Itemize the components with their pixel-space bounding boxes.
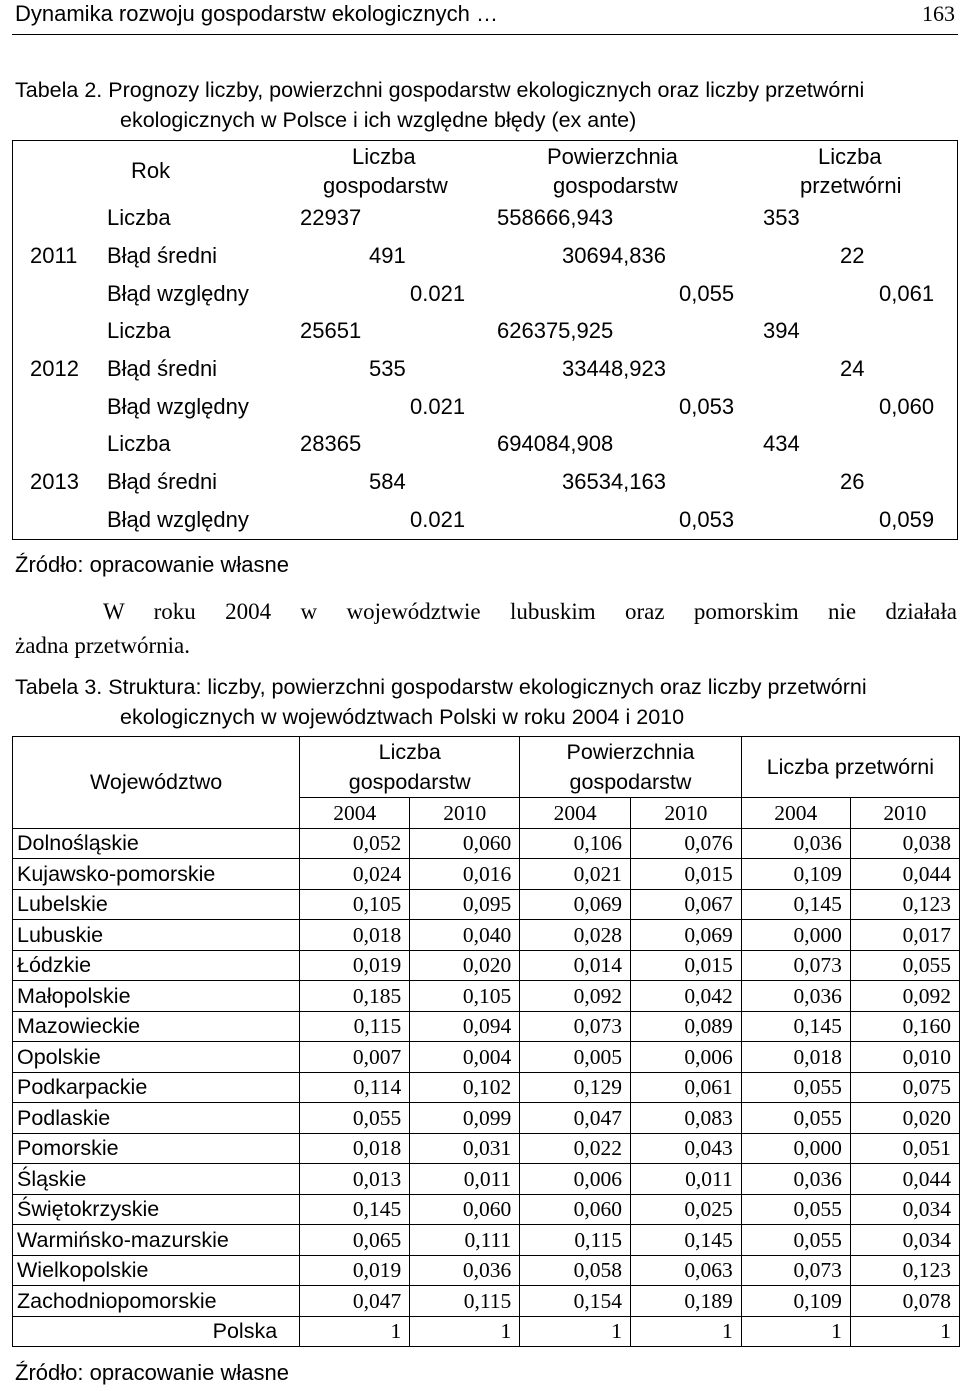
table3-row-name: Lubelskie bbox=[13, 889, 300, 920]
table3-cell: 0,060 bbox=[520, 1194, 631, 1225]
table3-cell: 0,020 bbox=[850, 1103, 959, 1134]
table-row bbox=[13, 828, 960, 859]
table3-cell: 0,109 bbox=[741, 1286, 850, 1317]
table-row bbox=[13, 950, 960, 981]
table3-header-wojewodztwo: Województwo bbox=[13, 737, 300, 829]
table2-cell: 353 bbox=[763, 205, 800, 230]
table3-cell: 0,000 bbox=[741, 920, 850, 951]
table3-cell: 0,036 bbox=[741, 828, 850, 859]
table2-header-rok: Rok bbox=[131, 158, 171, 183]
table3-cell: 0,018 bbox=[300, 920, 410, 951]
table2-row-label: Błąd średni bbox=[107, 356, 218, 381]
table3-cell: 0,004 bbox=[410, 1042, 520, 1073]
table3-row-name: Kujawsko-pomorskie bbox=[13, 859, 300, 890]
table3-cell: 0,015 bbox=[630, 859, 741, 890]
table3-total-cell: 1 bbox=[850, 1316, 959, 1347]
table-row bbox=[13, 1194, 960, 1225]
table3-cell: 0,000 bbox=[741, 1133, 850, 1164]
table-row bbox=[13, 1225, 960, 1256]
table3-cell: 0,010 bbox=[850, 1042, 959, 1073]
table3-header-przetwornie: Liczba przetwórni bbox=[741, 737, 959, 798]
table3-row-name: Podlaskie bbox=[13, 1103, 300, 1134]
table3-header-year: 2010 bbox=[630, 798, 741, 829]
table3-cell: 0,145 bbox=[300, 1194, 410, 1225]
table-row bbox=[13, 920, 960, 951]
table3-cell: 0,160 bbox=[850, 1011, 959, 1042]
table3-cell: 0,019 bbox=[300, 950, 410, 981]
table2-header-przetwornie-line2: przetwórni bbox=[800, 173, 902, 198]
table3-total-cell: 1 bbox=[520, 1316, 631, 1347]
table3-total-cell: 1 bbox=[300, 1316, 410, 1347]
page-number: 163 bbox=[922, 1, 955, 26]
table3-row-name: Śląskie bbox=[13, 1164, 300, 1195]
table3-header-year: 2004 bbox=[300, 798, 410, 829]
table3-cell: 0,052 bbox=[300, 828, 410, 859]
table3-cell: 0,123 bbox=[850, 889, 959, 920]
table2-row-label: Błąd względny bbox=[107, 281, 249, 306]
table2-cell: 491 bbox=[369, 243, 406, 268]
table3-cell: 0,015 bbox=[630, 950, 741, 981]
table3-cell: 0,020 bbox=[410, 950, 520, 981]
table2-header-liczba-line2: gospodarstw bbox=[323, 173, 448, 198]
header-rule bbox=[12, 34, 958, 35]
table3-row-name: Warmińsko-mazurskie bbox=[13, 1225, 300, 1256]
table2-cell: 394 bbox=[763, 318, 800, 343]
paragraph-line1: W roku 2004 w województwie lubuskim oraz pomorskim nie działała bbox=[103, 599, 957, 624]
table3-cell: 0,114 bbox=[300, 1072, 410, 1103]
table2-cell: 25651 bbox=[300, 318, 362, 343]
table3-header-year: 2010 bbox=[410, 798, 520, 829]
running-header-title: Dynamika rozwoju gospodarstw ekologicznych … bbox=[15, 1, 498, 26]
table3-total-name: Polska bbox=[13, 1316, 300, 1347]
table3-cell: 0,145 bbox=[741, 1011, 850, 1042]
table3-cell: 0,092 bbox=[520, 981, 631, 1012]
table3-header-year: 2004 bbox=[741, 798, 850, 829]
table-row bbox=[13, 1042, 960, 1073]
table2-caption-line1: Prognozy liczby, powierzchni gospodarstw ekologicznych oraz liczby przetwórni bbox=[108, 78, 865, 102]
table3-caption-line2: ekologicznych w województwach Polski w roku 2004 i 2010 bbox=[120, 705, 685, 729]
table3-header-year: 2010 bbox=[850, 798, 959, 829]
table2-cell: 694084,908 bbox=[497, 431, 614, 456]
table2-caption bbox=[15, 75, 955, 135]
table-row bbox=[13, 1011, 960, 1042]
table3-cell: 0,123 bbox=[850, 1255, 959, 1286]
table2-row-label: Błąd średni bbox=[107, 469, 218, 494]
table3-cell: 0,109 bbox=[741, 859, 850, 890]
table3-cell: 0,055 bbox=[300, 1103, 410, 1134]
table2-cell: 558666,943 bbox=[497, 205, 614, 230]
table2-cell: 0,053 bbox=[679, 394, 735, 419]
table3-cell: 0,145 bbox=[741, 889, 850, 920]
table3-header-liczba bbox=[300, 737, 520, 798]
table-row bbox=[13, 889, 960, 920]
table3-row-name: Świętokrzyskie bbox=[13, 1194, 300, 1225]
table2-cell: 0,059 bbox=[879, 507, 935, 532]
table3-cell: 0,024 bbox=[300, 859, 410, 890]
table3-caption bbox=[15, 672, 955, 732]
table3-cell: 0,021 bbox=[520, 859, 631, 890]
table3-cell: 0,055 bbox=[741, 1225, 850, 1256]
table2-cell: 0.021 bbox=[410, 507, 466, 532]
table2-caption-line2: ekologicznych w Polsce i ich względne błędy (ex ante) bbox=[120, 108, 637, 132]
table3-cell: 0,044 bbox=[850, 859, 959, 890]
table3-cell: 0,011 bbox=[410, 1164, 520, 1195]
table3-cell: 0,095 bbox=[410, 889, 520, 920]
table3-cell: 0,038 bbox=[850, 828, 959, 859]
table2-year: 2013 bbox=[30, 469, 79, 494]
table3-cell: 0,060 bbox=[410, 828, 520, 859]
table2-cell: 0,061 bbox=[879, 281, 935, 306]
table3-cell: 0,092 bbox=[850, 981, 959, 1012]
table3-row-name: Dolnośląskie bbox=[13, 828, 300, 859]
table3-cell: 0,047 bbox=[520, 1103, 631, 1134]
table3-cell: 0,094 bbox=[410, 1011, 520, 1042]
table3-row-name: Podkarpackie bbox=[13, 1072, 300, 1103]
table3-row-name: Zachodniopomorskie bbox=[13, 1286, 300, 1317]
table2-row-label: Błąd średni bbox=[107, 243, 218, 268]
table3-cell: 0,115 bbox=[300, 1011, 410, 1042]
table2-cell: 0.021 bbox=[410, 281, 466, 306]
table2-header-powierzchnia-line2: gospodarstw bbox=[553, 173, 678, 198]
table3-caption-line1: Struktura: liczby, powierzchni gospodarstw ekologicznych oraz liczby przetwórni bbox=[108, 675, 867, 699]
table3-cell: 0,065 bbox=[300, 1225, 410, 1256]
table-row bbox=[13, 1072, 960, 1103]
table3-cell: 0,042 bbox=[630, 981, 741, 1012]
table3-row-name: Opolskie bbox=[13, 1042, 300, 1073]
table2-row-label: Liczba bbox=[107, 318, 171, 343]
table3-cell: 0,129 bbox=[520, 1072, 631, 1103]
table-row bbox=[13, 1255, 960, 1286]
table2-cell: 30694,836 bbox=[562, 243, 666, 268]
table3-cell: 0,051 bbox=[850, 1133, 959, 1164]
table2-row-label: Błąd względny bbox=[107, 507, 249, 532]
table3-cell: 0,154 bbox=[520, 1286, 631, 1317]
table3-header-powierzchnia-line2: gospodarstw bbox=[569, 770, 692, 794]
table2-row-label: Błąd względny bbox=[107, 394, 249, 419]
table3-cell: 0,073 bbox=[741, 1255, 850, 1286]
table-row bbox=[13, 1103, 960, 1134]
table3-cell: 0,105 bbox=[410, 981, 520, 1012]
table3-cell: 0,014 bbox=[520, 950, 631, 981]
table3-cell: 0,019 bbox=[300, 1255, 410, 1286]
table3-cell: 0,060 bbox=[410, 1194, 520, 1225]
table3-total-cell: 1 bbox=[630, 1316, 741, 1347]
table3-cell: 0,022 bbox=[520, 1133, 631, 1164]
table3-row-name: Wielkopolskie bbox=[13, 1255, 300, 1286]
table3-cell: 0,185 bbox=[300, 981, 410, 1012]
table3-cell: 0,016 bbox=[410, 859, 520, 890]
table3-cell: 0,018 bbox=[741, 1042, 850, 1073]
table-row bbox=[13, 1133, 960, 1164]
table2-cell: 36534,163 bbox=[562, 469, 666, 494]
table3-cell: 0,055 bbox=[741, 1103, 850, 1134]
table3-cell: 0,011 bbox=[630, 1164, 741, 1195]
table3-header-year: 2004 bbox=[520, 798, 631, 829]
table3-header-powierzchnia bbox=[520, 737, 741, 798]
table3-cell: 0,036 bbox=[410, 1255, 520, 1286]
table3-row-name: Mazowieckie bbox=[13, 1011, 300, 1042]
table2-cell: 24 bbox=[840, 356, 865, 381]
table2-cell: 434 bbox=[763, 431, 800, 456]
table3-row-name: Pomorskie bbox=[13, 1133, 300, 1164]
table3-total-cell: 1 bbox=[410, 1316, 520, 1347]
table2-caption-label: Tabela 2. bbox=[15, 78, 103, 102]
table3-cell: 0,105 bbox=[300, 889, 410, 920]
table3-cell: 0,106 bbox=[520, 828, 631, 859]
table2-cell: 33448,923 bbox=[562, 356, 666, 381]
table3-cell: 0,040 bbox=[410, 920, 520, 951]
table3-cell: 0,017 bbox=[850, 920, 959, 951]
table3-cell: 0,025 bbox=[630, 1194, 741, 1225]
table2-year: 2012 bbox=[30, 356, 79, 381]
table3-cell: 0,189 bbox=[630, 1286, 741, 1317]
table3-cell: 0,073 bbox=[520, 1011, 631, 1042]
table3-cell: 0,006 bbox=[520, 1164, 631, 1195]
table3-cell: 0,069 bbox=[630, 920, 741, 951]
table3-cell: 0,031 bbox=[410, 1133, 520, 1164]
table-row-total bbox=[13, 1316, 960, 1347]
table3-cell: 0,115 bbox=[520, 1225, 631, 1256]
table3-cell: 0,078 bbox=[850, 1286, 959, 1317]
table3-cell: 0,073 bbox=[741, 950, 850, 981]
table3 bbox=[12, 736, 960, 1347]
table3-cell: 0,018 bbox=[300, 1133, 410, 1164]
table3-cell: 0,007 bbox=[300, 1042, 410, 1073]
table2-cell: 584 bbox=[369, 469, 406, 494]
table2-cell: 0,053 bbox=[679, 507, 735, 532]
paragraph-line2: żadna przetwórnia. bbox=[15, 633, 190, 658]
table3-cell: 0,075 bbox=[850, 1072, 959, 1103]
table2-cell: 22 bbox=[840, 243, 865, 268]
table2-row-label: Liczba bbox=[107, 431, 171, 456]
table3-cell: 0,028 bbox=[520, 920, 631, 951]
table3-cell: 0,034 bbox=[850, 1194, 959, 1225]
table3-cell: 0,099 bbox=[410, 1103, 520, 1134]
table3-cell: 0,047 bbox=[300, 1286, 410, 1317]
table3-cell: 0,005 bbox=[520, 1042, 631, 1073]
table3-cell: 0,102 bbox=[410, 1072, 520, 1103]
table3-source: Źródło: opracowanie własne bbox=[15, 1360, 289, 1385]
table-row bbox=[13, 859, 960, 890]
table2-cell: 28365 bbox=[300, 431, 362, 456]
table3-cell: 0,055 bbox=[850, 950, 959, 981]
table3-header-liczba-line2: gospodarstw bbox=[348, 770, 471, 794]
table2-cell: 26 bbox=[840, 469, 865, 494]
table3-header-powierzchnia-line1: Powierzchnia bbox=[566, 740, 695, 764]
table3-cell: 0,058 bbox=[520, 1255, 631, 1286]
table2-header-powierzchnia-line1: Powierzchnia bbox=[547, 144, 678, 169]
table2-header-przetwornie-line1: Liczba bbox=[818, 144, 882, 169]
table2-cell: 22937 bbox=[300, 205, 362, 230]
table3-body bbox=[13, 828, 960, 1347]
table3-cell: 0,115 bbox=[410, 1286, 520, 1317]
table3-cell: 0,061 bbox=[630, 1072, 741, 1103]
table3-total-cell: 1 bbox=[741, 1316, 850, 1347]
table2-source: Źródło: opracowanie własne bbox=[15, 552, 289, 577]
table2-header-liczba-line1: Liczba bbox=[352, 144, 416, 169]
table3-cell: 0,013 bbox=[300, 1164, 410, 1195]
table2-row-label: Liczba bbox=[107, 205, 171, 230]
table3-cell: 0,083 bbox=[630, 1103, 741, 1134]
table3-cell: 0,055 bbox=[741, 1194, 850, 1225]
table2-cell: 0,060 bbox=[879, 394, 935, 419]
body-paragraph bbox=[15, 595, 957, 663]
table3-cell: 0,044 bbox=[850, 1164, 959, 1195]
table3-cell: 0,076 bbox=[630, 828, 741, 859]
table3-cell: 0,069 bbox=[520, 889, 631, 920]
table3-cell: 0,063 bbox=[630, 1255, 741, 1286]
table3-cell: 0,036 bbox=[741, 981, 850, 1012]
table3-cell: 0,006 bbox=[630, 1042, 741, 1073]
table3-cell: 0,067 bbox=[630, 889, 741, 920]
table2-cell: 535 bbox=[369, 356, 406, 381]
table3-row-name: Lubuskie bbox=[13, 920, 300, 951]
table3-cell: 0,043 bbox=[630, 1133, 741, 1164]
table3-caption-label: Tabela 3. bbox=[15, 675, 103, 699]
table-row bbox=[13, 981, 960, 1012]
table3-cell: 0,111 bbox=[410, 1225, 520, 1256]
table-row bbox=[13, 1286, 960, 1317]
table3-row-name: Małopolskie bbox=[13, 981, 300, 1012]
table2-year: 2011 bbox=[30, 243, 78, 268]
table3-cell: 0,055 bbox=[741, 1072, 850, 1103]
table2-cell: 626375,925 bbox=[497, 318, 614, 343]
table3-header-liczba-line1: Liczba bbox=[378, 740, 441, 764]
table3-cell: 0,034 bbox=[850, 1225, 959, 1256]
table2-cell: 0,055 bbox=[679, 281, 735, 306]
table3-cell: 0,036 bbox=[741, 1164, 850, 1195]
table3-row-name: Łódzkie bbox=[13, 950, 300, 981]
table-row bbox=[13, 1164, 960, 1195]
table3-cell: 0,089 bbox=[630, 1011, 741, 1042]
table3-cell: 0,145 bbox=[630, 1225, 741, 1256]
table2-cell: 0.021 bbox=[410, 394, 466, 419]
